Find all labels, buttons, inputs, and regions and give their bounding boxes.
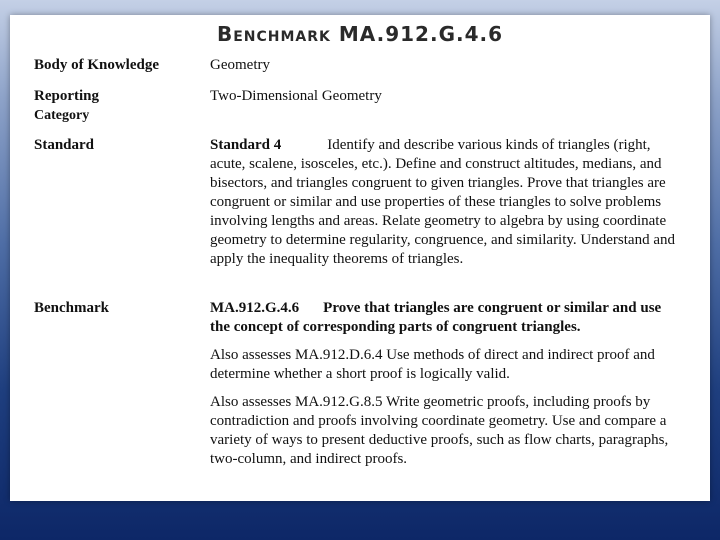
slide-card [10,15,710,501]
benchmark-label: Benchmark [34,300,109,316]
also-assesses-1: Also assesses MA.912.D.6.4 Use methods of direct and indirect proof and determine whether a short proof is logically valid. [210,347,655,382]
title-code: MA.912.G.4.6 [338,22,504,46]
reporting-category-label [34,87,99,125]
title-prefix: Benchmark [216,22,331,46]
standard-label: Standard [34,137,95,153]
reporting-label-line1: Reporting [34,88,99,104]
also-assesses-2: Also assesses MA.912.G.8.5 Write geometric proofs, including proofs by contradiction and proofs involving coordinate geometry. Use and compare a variety of ways to present deductive proofs, such as flow charts, paragraphs, two-column, and indirect proofs. [210,394,669,467]
benchmark-value [210,299,680,469]
reporting-label-line2: Category [34,108,90,123]
page-title [10,17,710,57]
benchmark-code: MA.912.G.4.6 [210,300,300,316]
standard-heading: Standard 4 [210,137,282,153]
reporting-category-value: Two-Dimensional Geometry [210,88,382,104]
benchmark-main [210,299,680,337]
body-of-knowledge-label: Body of Knowledge [34,57,160,73]
standard-value [210,136,680,269]
body-of-knowledge-value: Geometry [210,57,270,73]
standard-text: Identify and describe various kinds of triangles (right, acute, scalene, isosceles, etc.). Define and construct altitudes, medians, and bisectors, and triangles congruent to given triangles. Prove that triangles are congruent or similar and use properties of these triangles to solve problems involving lengths and areas. Relate geometry to algebra by using coordinate geometry to determine regularity, congruence, and similarity. Understand and apply the inequality theorems of triangles. [210,137,675,267]
benchmark-text: Prove that triangles are congruent or similar and use the concept of corresponding parts of congruent triangles. [210,300,662,335]
